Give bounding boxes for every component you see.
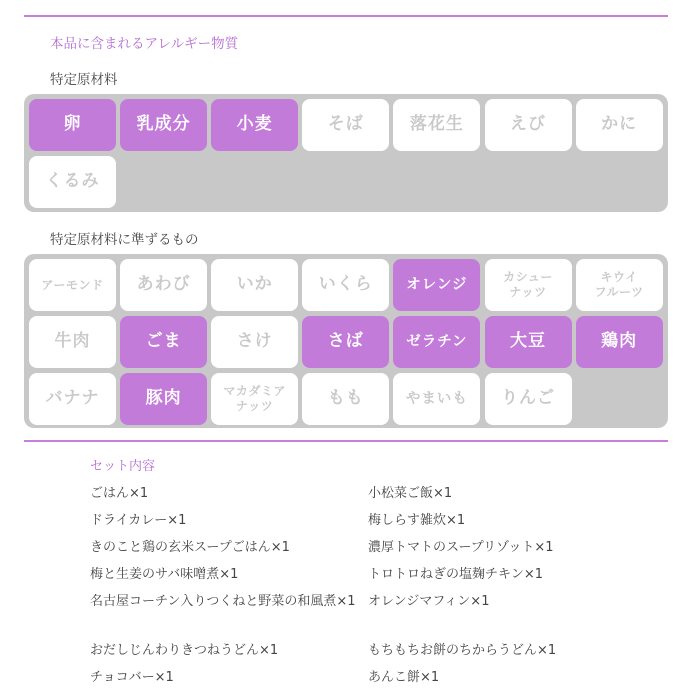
- allergen-cell: [29, 156, 116, 208]
- section-divider: [24, 440, 668, 442]
- allergen-label: キウイ フルーツ: [594, 270, 644, 299]
- allergen-label: いか: [236, 274, 273, 295]
- allergen-cell: [576, 259, 663, 311]
- allergen-cell: [120, 316, 207, 368]
- allergen-label: りんご: [501, 388, 555, 409]
- allergen-label: もも: [327, 388, 364, 409]
- set-item-left: 梅と生姜のサバ味噌煮×1: [90, 567, 239, 582]
- allergen-label: かに: [601, 114, 638, 135]
- allergen-label: ごま: [145, 331, 182, 352]
- allergen-cell: [302, 99, 389, 151]
- set-item-right: 濃厚トマトのスープリゾット×1: [368, 540, 554, 555]
- allergen-label: アーモンド: [41, 277, 104, 292]
- allergen-label: マカダミア ナッツ: [223, 384, 286, 413]
- allergen-label: バナナ: [45, 388, 100, 409]
- set-item-left: おだしじんわりきつねうどん×1: [90, 643, 279, 658]
- set-item-left: ドライカレー×1: [90, 513, 187, 528]
- allergen-cell: [302, 316, 389, 368]
- set-item-right: トロトロねぎの塩麹チキン×1: [368, 567, 544, 582]
- allergen-label: 小麦: [236, 114, 273, 135]
- equivalent-materials-label: 特定原材料に準ずるもの: [50, 232, 199, 248]
- allergen-cell: [485, 259, 572, 311]
- allergen-cell: [393, 316, 480, 368]
- allergen-cell: [393, 259, 480, 311]
- allergen-cell: [120, 99, 207, 151]
- allergen-label: くるみ: [45, 171, 100, 192]
- allergen-label: オレンジ: [406, 276, 468, 293]
- allergen-label: いくら: [318, 274, 373, 295]
- set-item-right: 梅しらす雑炊×1: [368, 513, 466, 528]
- set-item-right: 小松菜ご飯×1: [368, 486, 453, 501]
- allergen-label: 乳成分: [136, 114, 191, 135]
- specified-materials-label: 特定原材料: [50, 72, 118, 88]
- set-item-left: 名古屋コーチン入りつくねと野菜の和風煮×1: [90, 594, 356, 609]
- allergen-label: 豚肉: [145, 388, 182, 409]
- allergen-label: ゼラチン: [406, 333, 468, 350]
- allergen-label: 牛肉: [54, 331, 91, 352]
- set-item-right: オレンジマフィン×1: [368, 594, 490, 609]
- set-item-right: もちもちお餅のちからうどん×1: [368, 643, 557, 658]
- allergen-cell: [485, 373, 572, 425]
- top-divider: [24, 15, 668, 17]
- allergen-cell: [393, 99, 480, 151]
- allergen-label: そば: [327, 114, 364, 135]
- allergen-section-title: 本品に含まれるアレルギー物質: [50, 36, 239, 52]
- allergen-label: えび: [510, 114, 546, 135]
- allergen-label: カシュー ナッツ: [503, 270, 553, 299]
- equivalent-allergen-grid: [24, 254, 668, 428]
- allergen-cell: [302, 373, 389, 425]
- allergen-cell: [576, 99, 663, 151]
- allergen-label: やまいも: [405, 390, 468, 407]
- allergen-cell: [576, 316, 663, 368]
- allergen-cell: [393, 373, 480, 425]
- allergen-cell: [29, 99, 116, 151]
- allergen-cell: [29, 259, 116, 311]
- allergen-cell: [211, 259, 298, 311]
- set-item-left: ごはん×1: [90, 486, 149, 501]
- allergen-cell: [211, 99, 298, 151]
- allergen-label: さけ: [236, 331, 273, 352]
- allergen-label: 卵: [63, 114, 82, 135]
- allergen-cell: [211, 373, 298, 425]
- allergen-cell: [485, 99, 572, 151]
- allergen-cell: [485, 316, 572, 368]
- allergen-label: 落花生: [409, 114, 464, 135]
- allergen-cell: [120, 259, 207, 311]
- set-item-left: きのこと鶏の玄米スープごはん×1: [90, 540, 290, 555]
- allergen-cell: [302, 259, 389, 311]
- allergen-label: 鶏肉: [601, 331, 638, 352]
- set-item-left: チョコバー×1: [90, 670, 174, 685]
- specified-allergen-grid: [24, 94, 668, 212]
- allergen-label: あわび: [136, 274, 191, 295]
- allergen-label: さば: [327, 331, 364, 352]
- allergen-cell: [120, 373, 207, 425]
- allergen-cell: [211, 316, 298, 368]
- allergen-cell: [29, 316, 116, 368]
- set-item-right: あんこ餅×1: [368, 670, 440, 685]
- set-contents-title: セット内容: [90, 459, 156, 474]
- allergen-label: 大豆: [510, 331, 546, 352]
- allergen-cell: [29, 373, 116, 425]
